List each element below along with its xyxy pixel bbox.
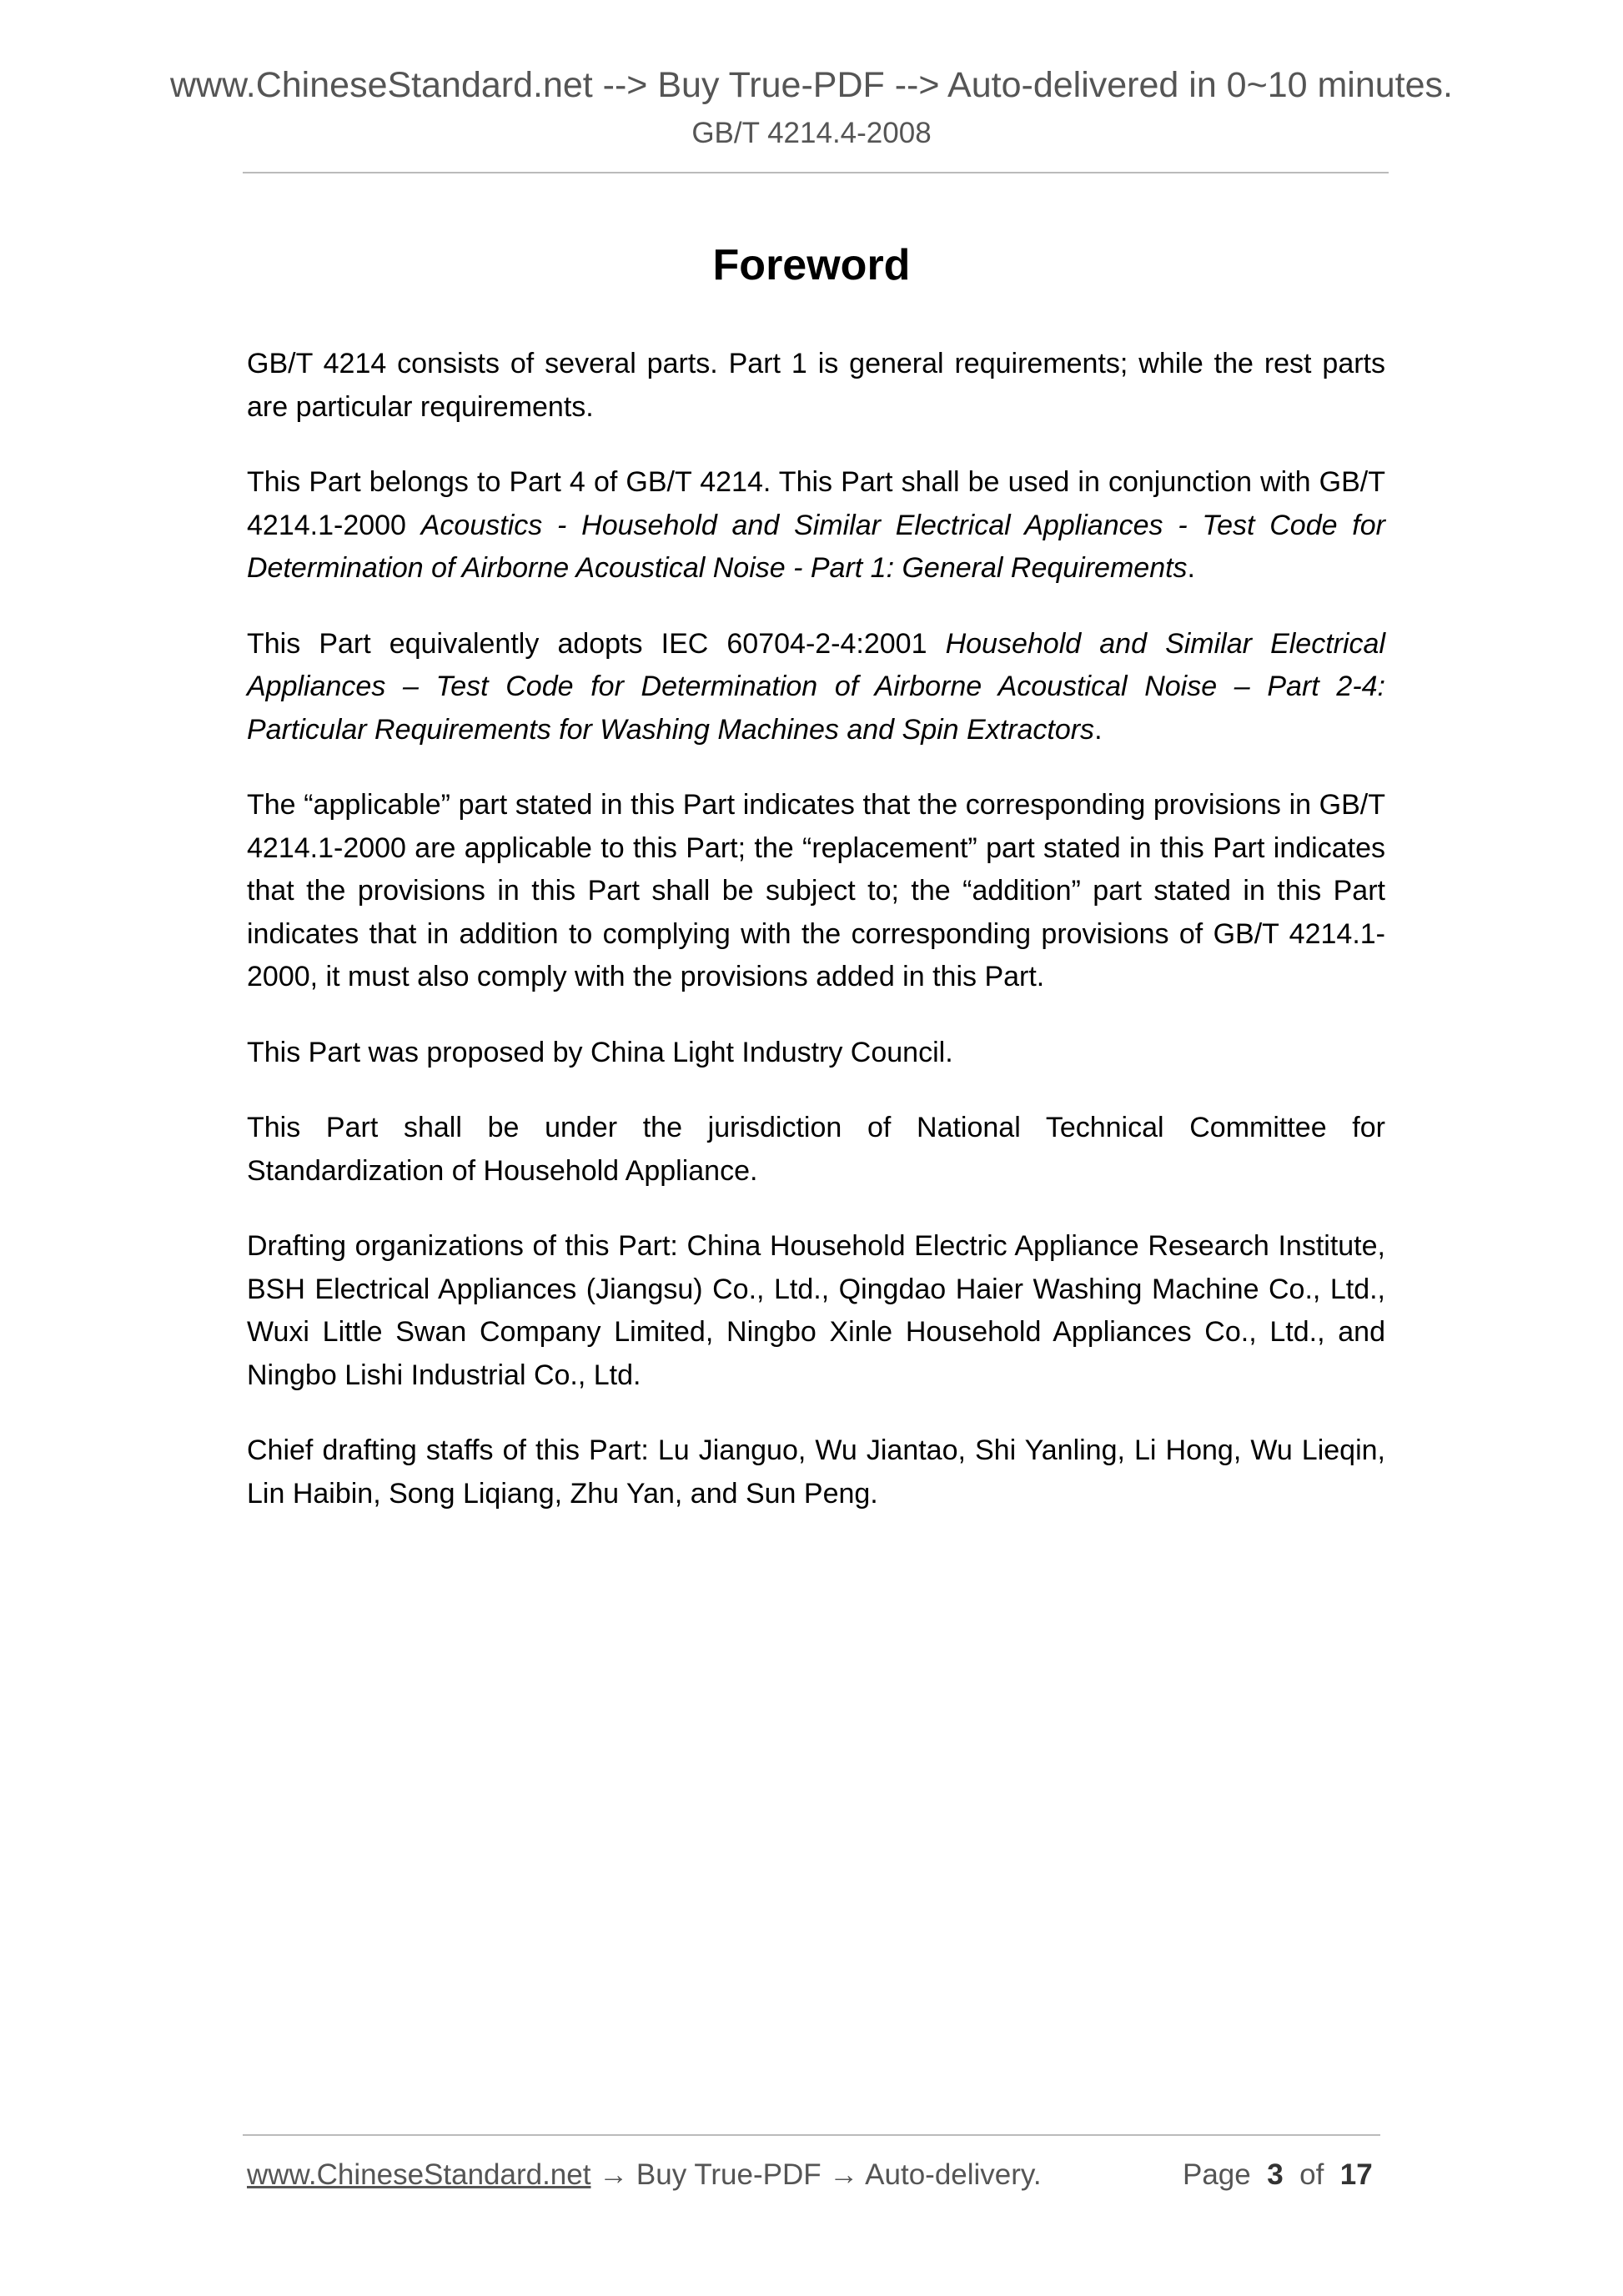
adopted-standard-title: Household and Similar Electrical Appliances – Test Code for Determination of Airborne Acoustical Noise – Part 2-4: Particular Requirements for Washing Machines and Spin Extractors [247,627,1385,746]
footer-tagline: → Buy True-PDF → Auto-delivery. [590,2158,1042,2191]
paragraph-adoption [247,623,1385,752]
paragraph-parts: GB/T 4214 consists of several parts. Part 1 is general requirements; while the rest parts are particular requirements. [247,348,1385,423]
paragraph-jurisdiction: This Part shall be under the jurisdiction of National Technical Committee for Standardization of Household Appliance. [247,1112,1385,1187]
paragraph-drafting-organizations: Drafting organizations of this Part: China Household Electric Appliance Research Institute, BSH Electrical Appliances (Jiangsu) Co., Ltd., Qingdao Haier Washing Machine Co., Ltd., Wuxi Little Swan Company Limited, Ningbo Xinle Household Appliances Co., Ltd., and Ningbo Lishi Industrial Co., Ltd. [247,1230,1385,1391]
foreword-body [247,343,1385,1548]
page-indicator [1183,2158,1373,2192]
paragraph-proposer: This Part was proposed by China Light Industry Council. [247,1036,953,1068]
page-of: of [1299,2158,1324,2191]
page-label: Page [1183,2158,1251,2191]
page-total: 17 [1339,2158,1373,2191]
header-banner: www.ChineseStandard.net --> Buy True-PDF --> Auto-delivered in 0~10 minutes. [169,65,1453,105]
paragraph-drafting-staff: Chief drafting staffs of this Part: Lu Jianguo, Wu Jiantao, Shi Yanling, Li Hong, Wu Lieqin, Lin Haibin, Song Liqiang, Zhu Yan, and Sun Peng. [247,1434,1385,1510]
page-current: 3 [1267,2158,1284,2191]
paragraph-conjunction-text: This Part belongs to Part 4 of GB/T 4214. This Part shall be used in conjunction with GB/T 4214.1-2000 [247,466,1385,541]
referenced-standard-title: Acoustics - Household and Similar Electrical Appliances - Test Code for Determination of Airborne Acoustical Noise - Part 1: General Requirements [247,509,1385,584]
page-title: Foreword [712,241,911,289]
paragraph-conjunction-end: . [1187,552,1195,584]
paragraph-applicability: The “applicable” part stated in this Part indicates that the corresponding provisions in GB/T 4214.1-2000 are applicable to this Part; the “replacement” part stated in this Part indicates that the provisions in this Part shall be subject to; the “addition” part stated in this Part indicates that in addition to complying with the corresponding provisions of GB/T 4214.1-2000, it must also comply with the provisions added in this Part. [247,789,1385,992]
paragraph-adoption-text: This Part equivalently adopts IEC 60704-2-4:2001 [247,627,946,660]
footer-promo [247,2158,1042,2192]
footer-site-link[interactable]: www.ChineseStandard.net [247,2158,591,2191]
header-doc-code: GB/T 4214.4-2008 [691,117,932,149]
footer-divider [243,2134,1380,2136]
header-divider [243,172,1389,173]
paragraph-conjunction [247,461,1385,590]
paragraph-adoption-end: . [1094,713,1103,746]
